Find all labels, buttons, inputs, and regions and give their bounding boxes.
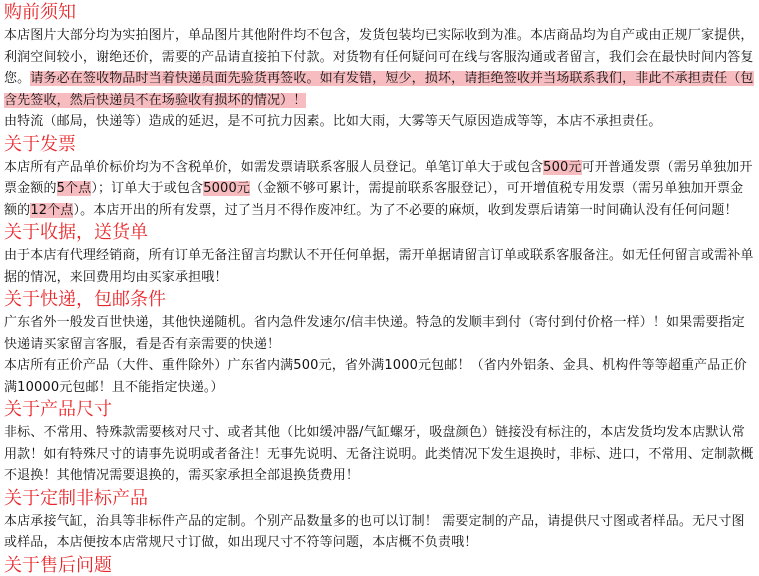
section-title: 关于快递，包邮条件 — [4, 289, 166, 310]
section-paragraph — [4, 422, 755, 487]
highlighted-text: 请务必在签收物品时当着快递员面先验货再签收。如有发错，短少，损坏，请拒绝签收并当场联系我们，非此不承担责任（包含先签收，然后快递员不在场验收有损坏的情况）！ — [4, 71, 754, 108]
section-title: 购前须知 — [4, 2, 76, 23]
section-title: 关于发票 — [4, 133, 76, 155]
section-title: 关于售后问题 — [4, 554, 112, 576]
section-paragraph — [4, 25, 755, 111]
section-paragraph — [4, 312, 755, 355]
paragraph-text: 本店所有产品单价标价均为不含税单价，如需发票请联系客服人员登记。单笔订单大于或包含 — [4, 159, 544, 175]
paragraph-text: 本店所有正价产品（大件、重件除外）广东省内满500元，省外满1000元包邮！（省内外铝条、金具、机构件等等超重产品正价满10000元包邮！且不能指定快递。） — [4, 358, 747, 395]
paragraph-text: 可开普通发票（需另单独加开票金额的 — [4, 159, 753, 196]
highlighted-text: 5000元 — [203, 181, 251, 196]
paragraph-text: 由于本店有代理经销商，所有订单无备注留言均默认不开任何单据，需开单据请留言订单或联系客服备注。如无任何留言或需补单据的情况，来回费用均由买家承担哦！ — [4, 248, 754, 285]
paragraph-text: 本店图片大部分均为实拍图片，单品图片其他附件均不包含，发货包装均已实际收到为准。本店商品均为自产或由正规厂家提供，利润空间较小，谢绝还价，需要的产品请直接拍下付款。对货物有任何疑问可在线与客服沟通或者留言，我们会在最快时间内答复您。 — [4, 28, 754, 86]
paragraph-text: ）；订单大于或包含 — [91, 181, 204, 196]
highlighted-text: 5个点 — [56, 181, 92, 196]
section-paragraph — [4, 355, 755, 398]
paragraph-text: 广东省外一般发百世快递，其他快递随机。省内急件发速尔/信丰快递。特急的发顺丰到付（寄付到付价格一样）！如果需要指定快递请买家留言客服，看是否有亲需要的快递！ — [4, 315, 745, 352]
section-title: 关于定制非标产品 — [4, 487, 148, 509]
section-title: 关于收据，送货单 — [4, 222, 148, 243]
paragraph-text: 本店承接气缸，治具等非标件产品的定制。个别产品数量多的也可以订制！ 需要定制的产品，请提供尺寸图或者样品。无尺寸图或样品，本店便按本店常规尺寸订做，如出现尺寸不符等问题，本店概不负责哦！ — [4, 513, 745, 550]
highlighted-text: 12个点 — [30, 202, 74, 218]
paragraph-text: 由特流（邮局，快递等）造成的延迟，是不可抗力因素。比如大雨，大雾等天气原因造成等等，本店不承担责任。 — [4, 114, 662, 129]
paragraph-text: 非标、不常用、特殊款需要核对尺寸、或者其他（比如缓冲器/气缸螺牙，吸盘颜色）链接没有标注的，本店发货均发本店默认常用款！如有特殊尺寸的请事先说明或者备注！无事先说明、无备注说明。此类情况下发生退换时，非标、进口，不常用、定制款概不退换！其他情况需要退换的，需买家承担全部退换货费用！ — [4, 425, 754, 483]
section-paragraph — [4, 245, 755, 288]
section-paragraph — [4, 511, 755, 554]
section-paragraph — [4, 111, 755, 133]
highlighted-text: 500元 — [543, 159, 582, 175]
paragraph-text: （金额不够可累计，需提前联系客服登记），可开增值税专用发票（需另单独加开票金额的 — [4, 181, 744, 218]
paragraph-text: ）。本店开出的所有发票，过了当月不得作废冲红。为了不必要的麻烦，收到发票后请第一时间确认没有任何问题！ — [73, 202, 738, 218]
section-paragraph — [4, 157, 755, 222]
section-title: 关于产品尺寸 — [4, 399, 112, 420]
